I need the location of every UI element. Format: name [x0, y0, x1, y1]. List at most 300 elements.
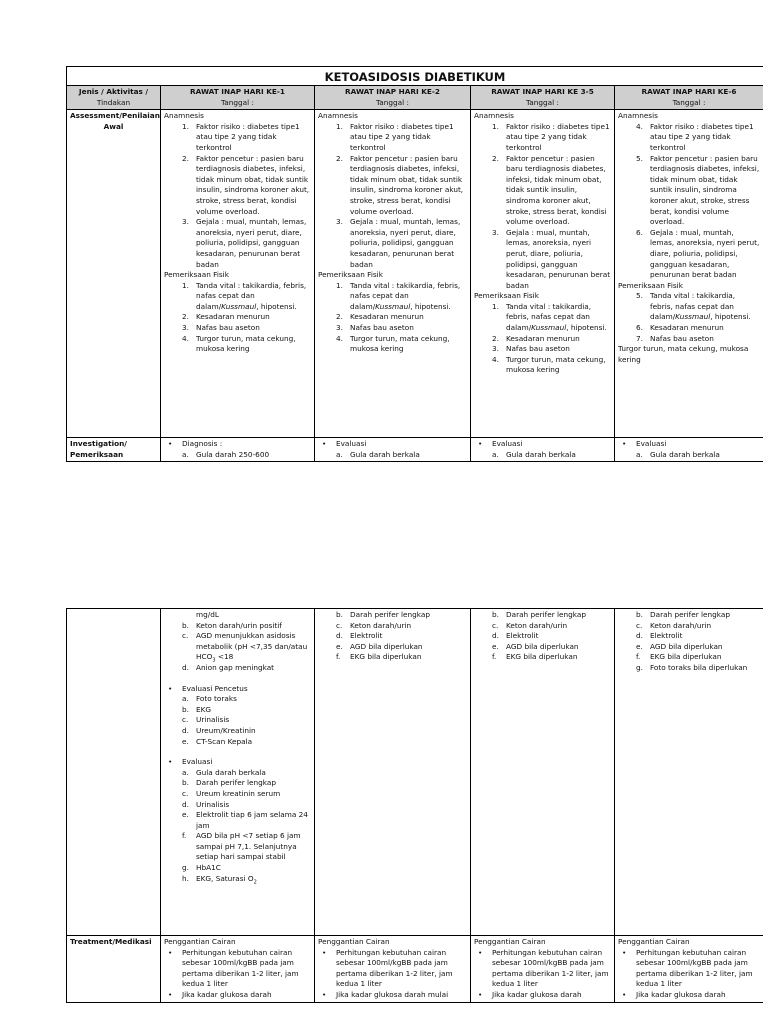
item-number: g.: [182, 863, 189, 873]
item-text: AGD menunjukkan asidosis metabolik (pH <7,35 dan/atau HCO: [196, 631, 308, 662]
section-heading: Penggantian Cairan: [618, 937, 690, 946]
treatment-hari-6: [615, 936, 764, 1003]
investigation-hari-1: [161, 438, 315, 462]
list-item: [318, 122, 467, 154]
bullet-text: Perhitungan kebutuhan cairan sebesar 100ml/kgBB pada jam pertama diberikan 1-2 liter, jam kedua 1 liter: [182, 947, 299, 989]
assessment-note: Turgor turun, mata cekung, mukosa kering: [618, 344, 749, 364]
bullet-item: [164, 439, 311, 450]
item-text: Kesadaran menurun: [196, 312, 270, 322]
item-number: f.: [336, 652, 341, 662]
item-number: d.: [336, 631, 343, 641]
row-label-treatment: Treatment/Medikasi: [67, 936, 161, 1003]
item-text: CT-Scan Kepala: [196, 736, 253, 746]
item-text: EKG: [196, 704, 212, 714]
list-item: [318, 217, 467, 270]
item-text: Urinalisis: [196, 715, 230, 725]
investigation-hari-1-continued: [161, 609, 315, 936]
bullet-text: Jika kadar glukosa darah mulai: [336, 989, 449, 999]
bullet-item: [318, 948, 467, 990]
item-text: Gejala : mual, muntah, lemas, anoreksia, nyeri perut, diare, poliuria, polidipsi, gangguan kesadaran, penurunan berat badan: [506, 227, 611, 290]
section-heading: Pemeriksaan Fisik: [318, 270, 383, 280]
item-number: c.: [636, 620, 643, 630]
list-item: [164, 621, 311, 632]
item-text: EKG bila diperlukan: [350, 652, 422, 662]
numbered-list: [618, 122, 760, 281]
list-item: [164, 154, 311, 218]
bullet-list: [474, 439, 611, 450]
lettered-list: [164, 768, 311, 885]
lettered-list: [164, 694, 311, 747]
item-text: Darah perifer lengkap: [350, 610, 431, 619]
item-number: a.: [336, 449, 343, 459]
item-text: Tanda vital : takikardia, febris, nafas cepat dan dalam/: [506, 301, 592, 333]
section-heading: Anamnesis: [318, 111, 358, 121]
bullet-text: Perhitungan kebutuhan cairan sebesar 100ml/kgBB pada jam pertama diberikan 1-2 liter, jam kedua 1 liter: [492, 947, 609, 989]
lettered-list: [318, 610, 467, 663]
bullet-text: Evaluasi Pencetus: [182, 683, 248, 693]
list-item: [164, 281, 311, 313]
row-label-assessment: Assessment/Penilaian Awal: [67, 110, 161, 438]
item-italic-text: Kussmaul: [375, 301, 411, 311]
item-number: 7.: [636, 333, 643, 343]
list-item: [164, 715, 311, 726]
clinical-pathway-table-continued: [66, 608, 763, 1003]
bullet-item: [164, 948, 311, 990]
list-item: [618, 323, 760, 334]
bullet-list: [474, 948, 611, 1001]
item-text: Faktor risiko : diabetes tipe1 atau tipe 2 yang tidak terkontrol: [650, 121, 754, 152]
list-item: [474, 631, 611, 642]
item-text: Elektrolit: [506, 631, 539, 641]
list-item: [318, 652, 467, 663]
item-italic-text: Kussmaul: [531, 323, 567, 333]
bullet-dot: •: [478, 439, 483, 449]
list-item: [318, 154, 467, 218]
item-number: 1.: [182, 121, 189, 131]
item-number: 4.: [636, 121, 643, 131]
bullet-list: [164, 439, 311, 450]
list-item: [618, 154, 760, 228]
bullet-text: Jika kadar glukosa darah: [182, 989, 272, 999]
list-item: [474, 355, 611, 376]
item-number: 4.: [336, 333, 343, 343]
bullet-list: [318, 439, 467, 450]
item-number: 1.: [336, 121, 343, 131]
list-item: [164, 800, 311, 811]
list-item: [318, 610, 467, 621]
item-text: Kesadaran menurun: [350, 312, 424, 322]
section-heading: Penggantian Cairan: [164, 937, 236, 946]
list-item: [474, 302, 611, 334]
bullet-text: Jika kadar glukosa darah: [636, 989, 726, 999]
item-text: Faktor risiko : diabetes tipe1 atau tipe 2 yang tidak terkontrol: [350, 121, 454, 152]
header-hari-2: RAWAT INAP HARI KE-2 Tanggal :: [315, 86, 471, 110]
header-hari-1: RAWAT INAP HARI KE-1 Tanggal :: [161, 86, 315, 110]
bullet-dot: •: [168, 439, 173, 449]
list-item: [164, 122, 311, 154]
investigation-row-continued: [67, 609, 764, 936]
item-number: c.: [336, 620, 343, 630]
item-text: Darah perifer lengkap: [650, 610, 731, 619]
bullet-text: Perhitungan kebutuhan cairan sebesar 100ml/kgBB pada jam pertama diberikan 1-2 liter, jam kedua 1 liter: [336, 947, 453, 989]
list-item: [618, 631, 760, 642]
bullet-dot: •: [168, 757, 173, 767]
item-text: Turgor turun, mata cekung, mukosa kering: [350, 333, 450, 354]
list-item: [618, 652, 760, 663]
document-page-2: [66, 608, 763, 1018]
item-text: EKG bila diperlukan: [650, 652, 722, 662]
list-item: [318, 323, 467, 334]
item-text: Ureum/Kreatinin: [196, 725, 256, 735]
header-hari-3-5: RAWAT INAP HARI KE 3-5 Tanggal :: [471, 86, 615, 110]
item-number: e.: [492, 641, 499, 651]
lettered-list: [618, 450, 760, 461]
item-text: AGD bila pH <7 setiap 6 jam sampai pH 7,1. Selanjutnya setiap hari sampai stabil: [196, 831, 301, 862]
bullet-item: [474, 948, 611, 990]
item-number: d.: [636, 631, 643, 641]
numbered-list: [474, 122, 611, 292]
bullet-dot: •: [622, 989, 627, 999]
item-text: Faktor pencetur : pasien baru terdiagnosis diabetes, infeksi, tidak minum obat, tidak suntik insulin, sindroma koroner akut, stroke, stress berat, kondisi volume overload.: [506, 153, 607, 227]
bullet-text: Evaluasi: [636, 439, 667, 449]
list-item: [164, 334, 311, 355]
item-text: Kesadaran menurun: [650, 323, 724, 333]
list-item: [164, 789, 311, 800]
numbered-list: [164, 122, 311, 270]
section-heading: Pemeriksaan Fisik: [474, 291, 539, 301]
list-item: [318, 631, 467, 642]
item-text: Faktor pencetur : pasien baru terdiagnosis diabetes, infeksi, tidak minum obat, tidak suntik insulin, sindroma koroner akut, stroke, stress berat, kondisi volume overload.: [350, 153, 464, 216]
item-text: Faktor risiko : diabetes tipe1 atau tipe 2 yang tidak terkontrol: [506, 121, 610, 152]
item-text: Gula darah 250-600: [196, 449, 270, 459]
section-heading: Penggantian Cairan: [474, 937, 546, 946]
header-hari-6: RAWAT INAP HARI KE-6 Tanggal :: [615, 86, 764, 110]
item-number: 3.: [182, 323, 189, 333]
assessment-hari-2: [315, 110, 471, 438]
item-number: 2.: [336, 153, 343, 163]
bullet-list: [164, 757, 311, 768]
list-item: [474, 344, 611, 355]
item-number: 1.: [492, 301, 499, 311]
list-item: [318, 621, 467, 632]
row-label-investigation: Investigation/ Pemeriksaan: [67, 438, 161, 462]
item-number: 3.: [336, 323, 343, 333]
lettered-list: [474, 450, 611, 461]
bullet-item: [474, 990, 611, 1001]
item-text-cont: <18: [215, 652, 234, 662]
item-number: d.: [492, 631, 499, 641]
item-number: 4.: [182, 333, 189, 343]
list-item: [474, 122, 611, 154]
header-row: [67, 86, 764, 110]
bullet-text: Diagnosis :: [182, 439, 223, 449]
list-item: [164, 831, 311, 863]
item-text: Gejala : mual, muntah, lemas, anoreksia, nyeri perut, diare, poliuria, polidipsi, gangguan kesadaran, penurunan berat badan: [350, 217, 461, 269]
bullet-dot: •: [622, 947, 627, 957]
section-heading: Anamnesis: [474, 111, 514, 121]
item-number: 2.: [492, 153, 499, 163]
bullet-item: [164, 990, 311, 1001]
list-item: [618, 621, 760, 632]
list-item: [164, 450, 311, 461]
bullet-item: [474, 439, 611, 450]
list-item: [318, 281, 467, 313]
assessment-hari-6: [615, 110, 764, 438]
list-item: [164, 217, 311, 270]
item-number: e.: [336, 641, 343, 651]
list-item: [164, 863, 311, 874]
treatment-hari-3-5: [471, 936, 615, 1003]
item-text: Keton darah/urin positif: [196, 620, 282, 630]
item-number: 2.: [182, 153, 189, 163]
bullet-item: [164, 684, 311, 695]
item-text-cont: , hipotensi.: [256, 301, 297, 311]
list-item: [318, 334, 467, 355]
list-item: [164, 694, 311, 705]
item-number: b.: [182, 620, 189, 630]
item-text: Nafas bau aseton: [350, 323, 414, 333]
item-text: Keton darah/urin: [350, 620, 412, 630]
item-text: Faktor pencetur : pasien baru terdiagnosis diabetes, infeksi, tidak minum obat, tidak suntik insulin, sindroma koroner akut, stroke, stress berat, kondisi volume overload.: [196, 153, 310, 216]
continued-text: mg/dL: [196, 610, 219, 619]
item-number: e.: [182, 736, 189, 746]
list-item: [618, 610, 760, 621]
item-number: 4.: [492, 354, 499, 364]
item-number: 2.: [182, 312, 189, 322]
item-number: b.: [182, 778, 189, 788]
list-item: [318, 642, 467, 653]
item-italic-text: Kussmaul: [675, 312, 711, 322]
numbered-list: [318, 122, 467, 270]
item-text: Nafas bau aseton: [196, 323, 260, 333]
list-item: [164, 810, 311, 831]
item-text: Tanda vital : takikardia, febris, nafas cepat dan dalam/: [350, 280, 461, 311]
item-number: a.: [182, 694, 189, 704]
bullet-dot: •: [322, 947, 327, 957]
item-number: c.: [492, 620, 499, 630]
bullet-list: [164, 948, 311, 1001]
document-page-1: [66, 66, 763, 473]
spacer: [164, 674, 311, 684]
investigation-hari-2: [315, 438, 471, 462]
item-number: 6.: [636, 227, 643, 237]
bullet-list: [618, 948, 760, 1001]
item-text: AGD bila diperlukan: [506, 641, 579, 651]
list-item: [618, 228, 760, 281]
investigation-hari-2-continued: [315, 609, 471, 936]
item-text: Foto toraks: [196, 694, 237, 704]
lettered-list: [618, 610, 760, 674]
item-text-cont: , hipotensi.: [710, 312, 751, 322]
item-number: b.: [182, 704, 189, 714]
list-item: [164, 874, 311, 885]
list-item: [618, 122, 760, 154]
list-item: [474, 228, 611, 292]
bullet-item: [618, 948, 760, 990]
item-number: g.: [636, 662, 643, 672]
list-item: [474, 334, 611, 345]
item-number: a.: [182, 449, 189, 459]
list-item: [474, 621, 611, 632]
item-number: b.: [636, 610, 643, 619]
section-heading: Anamnesis: [618, 111, 658, 121]
list-item: [164, 705, 311, 716]
bullet-dot: •: [168, 989, 173, 999]
bullet-dot: •: [168, 683, 173, 693]
item-text: Anion gap meningkat: [196, 662, 275, 672]
item-number: e.: [636, 641, 643, 651]
list-item: [618, 291, 760, 323]
list-item: [474, 652, 611, 663]
list-item: [474, 154, 611, 228]
bullet-list: [164, 684, 311, 695]
item-subscript: 2: [253, 879, 257, 886]
lettered-list: [474, 610, 611, 663]
item-text: Kesadaran menurun: [506, 333, 580, 343]
investigation-hari-6: [615, 438, 764, 462]
bullet-dot: •: [322, 989, 327, 999]
list-item: [164, 737, 311, 748]
list-item: [618, 334, 760, 345]
header-jenis-aktivitas: Jenis / Aktivitas / Tindakan: [67, 86, 161, 110]
list-item: [618, 663, 760, 674]
item-number: 5.: [636, 153, 643, 163]
item-number: c.: [182, 715, 189, 725]
item-subscript: 3: [212, 657, 216, 664]
item-text: Nafas bau aseton: [650, 333, 714, 343]
item-text: Elektrolit: [350, 631, 383, 641]
treatment-hari-1: [161, 936, 315, 1003]
list-item: [164, 726, 311, 737]
item-text: Elektrolit: [650, 631, 683, 641]
numbered-list: [164, 281, 311, 355]
item-text: Elektrolit tiap 6 jam selama 24 jam: [196, 810, 308, 830]
investigation-hari-3-5: [471, 438, 615, 462]
item-text: Turgor turun, mata cekung, mukosa kering: [506, 354, 606, 375]
item-number: 3.: [336, 217, 343, 227]
item-number: c.: [182, 631, 189, 641]
bullet-list: [318, 948, 467, 1001]
item-text: HbA1C: [196, 863, 221, 873]
lettered-list: [164, 450, 311, 461]
lettered-list: [318, 450, 467, 461]
item-number: d.: [182, 799, 189, 809]
item-number: 5.: [636, 291, 643, 301]
investigation-row: [67, 438, 764, 462]
item-number: e.: [182, 810, 189, 820]
item-text: Tanda vital : takikardia, febris, nafas cepat dan dalam/: [196, 280, 307, 311]
item-text: Faktor pencetur : pasien baru terdiagnosis diabetes, infeksi, tidak minum obat, tidak suntik insulin, sindroma koroner akut, stroke, stress berat, kondisi volume overload.: [650, 153, 760, 227]
bullet-list: [618, 439, 760, 450]
item-number: 2.: [336, 312, 343, 322]
bullet-item: [618, 439, 760, 450]
lettered-list: [164, 621, 311, 674]
bullet-item: [164, 757, 311, 768]
treatment-hari-2: [315, 936, 471, 1003]
item-text: Gula darah berkala: [196, 767, 266, 777]
list-item: [474, 610, 611, 621]
item-text-cont: , hipotensi.: [410, 301, 451, 311]
item-number: f.: [492, 652, 497, 662]
section-heading: Pemeriksaan Fisik: [618, 280, 683, 290]
item-number: c.: [182, 788, 189, 798]
item-text: Nafas bau aseton: [506, 344, 570, 354]
assessment-hari-3-5: [471, 110, 615, 438]
row-label-empty: [67, 609, 161, 936]
item-text-cont: , hipotensi.: [566, 323, 607, 333]
bullet-item: [618, 990, 760, 1001]
list-item: [164, 323, 311, 334]
item-text: Keton darah/urin: [650, 620, 712, 630]
item-number: 1.: [492, 121, 499, 131]
bullet-dot: •: [322, 439, 327, 449]
item-text: EKG, Saturasi O: [196, 873, 254, 883]
investigation-hari-6-continued: [615, 609, 764, 936]
item-text: Gejala : mual, muntah, lemas, anoreksia, nyeri perut, diare, poliuria, polidipsi, gangguan kesadaran, penurunan berat badan: [650, 227, 760, 280]
bullet-item: [318, 990, 467, 1001]
item-number: h.: [182, 873, 189, 883]
list-item: [164, 768, 311, 779]
item-number: b.: [492, 610, 499, 619]
item-text: Faktor risiko : diabetes tipe1 atau tipe 2 yang tidak terkontrol: [196, 121, 300, 152]
item-number: 1.: [336, 280, 343, 290]
item-text: Ureum kreatinin serum: [196, 788, 281, 798]
list-item: [164, 312, 311, 323]
list-item: [318, 450, 467, 461]
item-number: 1.: [182, 280, 189, 290]
item-text: AGD bila diperlukan: [650, 641, 723, 651]
item-number: 3.: [492, 344, 499, 354]
item-text: Urinalisis: [196, 799, 230, 809]
item-number: b.: [336, 610, 343, 619]
treatment-row: [67, 936, 764, 1003]
bullet-text: Evaluasi: [492, 439, 523, 449]
section-heading: Penggantian Cairan: [318, 937, 390, 946]
bullet-text: Evaluasi: [336, 439, 367, 449]
item-text: Gula darah berkala: [506, 449, 576, 459]
section-heading: Anamnesis: [164, 111, 204, 121]
list-item: [618, 450, 760, 461]
item-text: Tanda vital : takikardia, febris, nafas cepat dan dalam/: [650, 291, 736, 322]
list-item: [164, 778, 311, 789]
list-item: [618, 642, 760, 653]
item-number: a.: [182, 767, 189, 777]
clinical-pathway-table: [66, 66, 763, 462]
list-item: [474, 642, 611, 653]
bullet-text: Perhitungan kebutuhan cairan sebesar 100ml/kgBB pada jam pertama diberikan 1-2 liter, jam kedua 1 liter: [636, 947, 753, 989]
list-item: [164, 663, 311, 674]
item-text: Foto toraks bila diperlukan: [650, 662, 748, 672]
item-number: a.: [492, 449, 499, 459]
item-number: d.: [182, 662, 189, 672]
table-title: KETOASIDOSIS DIABETIKUM: [67, 67, 764, 86]
item-text: Gejala : mual, muntah, lemas, anoreksia, nyeri perut, diare, poliuria, polidipsi, gangguan kesadaran, penurunan berat badan: [196, 217, 307, 269]
bullet-dot: •: [478, 947, 483, 957]
item-text: AGD bila diperlukan: [350, 641, 423, 651]
item-text: Darah perifer lengkap: [506, 610, 587, 619]
numbered-list: [318, 281, 467, 355]
bullet-dot: •: [478, 989, 483, 999]
assessment-row: [67, 110, 764, 438]
assessment-hari-1: [161, 110, 315, 438]
list-item: [164, 631, 311, 663]
item-number: f.: [636, 652, 641, 662]
list-item: [318, 312, 467, 323]
bullet-text: Jika kadar glukosa darah: [492, 989, 582, 999]
item-number: 3.: [182, 217, 189, 227]
item-number: 3.: [492, 227, 499, 237]
list-item: [474, 450, 611, 461]
